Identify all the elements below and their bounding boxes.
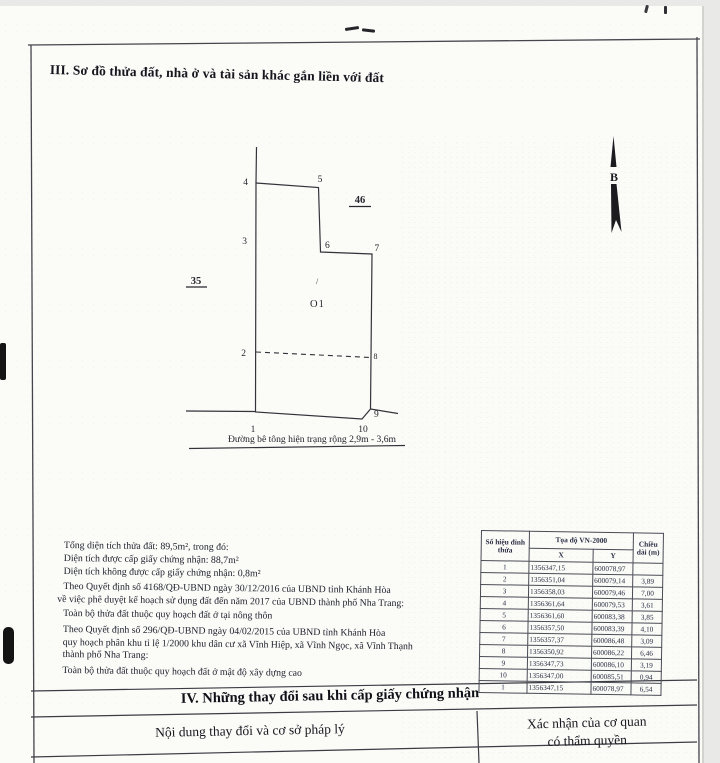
y-coord-cell: 600086,48	[592, 634, 632, 647]
y-coord-cell: 600079,14	[593, 574, 633, 587]
length-cell: 4,10	[632, 623, 662, 635]
vertex-column-header: Số hiệu đỉnh thửa	[481, 531, 529, 562]
vertex-id-cell: 2	[481, 573, 529, 586]
coords-group-header: Tọa độ VN-2000	[529, 531, 633, 550]
x-coord-cell: 1356347,15	[527, 681, 591, 694]
neighbor-parcel-left-label: 35	[190, 276, 202, 287]
length-cell: 3,61	[632, 599, 662, 611]
section4-col-right-line2: có thẩm quyền	[547, 732, 628, 749]
note-line: Theo Quyết định số 296/QĐ-UBND ngày 04/02/2015 của UBND tỉnh Khánh Hòa	[62, 623, 386, 639]
vertex-id-cell: 8	[480, 644, 528, 657]
x-coord-cell: 1356361,64	[528, 597, 592, 610]
parcel-inner-label: O1	[310, 299, 325, 310]
coord-header-row	[481, 531, 663, 551]
neighbor-parcel-right-label: 46	[354, 195, 366, 206]
length-cell: 3,09	[632, 635, 662, 647]
y-coord-cell: 600086,22	[591, 646, 631, 659]
section3-title: III. Sơ đồ thửa đất, nhà ở và tài sản khác gắn liền với đất	[49, 62, 385, 86]
vertex-label-8: 8	[373, 352, 378, 361]
section4-title: IV. Những thay đổi sau khi cấp giấy chứng nhận	[180, 685, 480, 707]
x-coord-cell: 1356358,03	[528, 585, 592, 598]
y-column-header: Y	[593, 549, 633, 563]
x-coord-cell: 1356347,15	[529, 561, 593, 574]
road-label: Đường bê tông hiện trạng rộng 2,9m - 3,6m	[227, 434, 397, 445]
vertex-label-4: 4	[243, 178, 248, 188]
note-line: Theo Quyết định số 4168/QĐ-UBND ngày 30/12/2016 của UBND tỉnh Khánh Hòa	[63, 581, 391, 597]
length-cell: 6,54	[631, 683, 661, 695]
length-cell	[633, 563, 663, 575]
y-coord-cell: 600083,39	[592, 622, 632, 635]
length-cell: 6,46	[631, 647, 661, 659]
scanner-edge-mark	[0, 343, 6, 380]
x-coord-cell: 1356357,50	[528, 621, 592, 634]
y-coord-cell: 600079,53	[592, 598, 632, 611]
note-line: Toàn bộ thửa đất thuộc quy hoạch đất ở mật độ xây dựng cao	[62, 665, 303, 680]
length-column-header: Chiều dài (m)	[633, 533, 663, 563]
vertex-id-cell: 7	[480, 632, 528, 645]
x-coord-cell: 1356357,37	[528, 633, 592, 646]
y-coord-cell: 600086,10	[591, 658, 631, 671]
vertex-label-2: 2	[241, 349, 246, 359]
length-cell: 3,89	[633, 575, 663, 587]
vertex-id-cell: 1	[479, 680, 527, 693]
y-coord-cell: 600078,97	[591, 682, 631, 695]
section4-col-right-header	[487, 712, 688, 753]
x-coord-cell: 1356350,92	[528, 645, 592, 658]
x-coord-cell: 1356351,04	[529, 573, 593, 586]
coordinate-table	[478, 530, 664, 696]
y-coord-cell: 600083,38	[592, 610, 632, 623]
note-line: thành phố Nha Trang:	[62, 649, 149, 662]
notes-block	[57, 540, 496, 683]
section4-col-left-header: Nội dung thay đổi và cơ sở pháp lý	[154, 721, 345, 740]
vertex-id-cell: 6	[480, 620, 528, 633]
y-coord-cell: 600085,51	[591, 670, 631, 683]
note-line: quy hoạch phân khu tỉ lệ 1/2000 khu dân cư xã Vĩnh Hiệp, xã Vĩnh Ngọc, xã Vĩnh Thạnh	[62, 636, 413, 652]
y-coord-cell: 600079,46	[592, 586, 632, 599]
note-line: về việc phê duyệt kế hoạch sử dụng đất đến năm 2017 của UBND thành phố Nha Trang:	[57, 594, 405, 610]
section4-col-right-line1: Xác nhận của cơ quan	[526, 713, 647, 732]
vertex-id-cell: 3	[480, 585, 528, 598]
length-cell: 3,19	[631, 659, 661, 671]
parcel-inner-tick: /	[316, 277, 319, 286]
x-coord-cell: 1356347,00	[527, 669, 591, 682]
vertex-id-cell: 1	[481, 561, 529, 574]
note-line: Toàn bộ thửa đất thuộc quy hoạch đất ở tại nông thôn	[63, 607, 273, 622]
vertex-label-7: 7	[374, 244, 380, 254]
length-cell: 3,85	[632, 611, 662, 623]
scanner-edge-mark	[3, 627, 14, 664]
vertex-label-9: 9	[374, 410, 379, 420]
vertex-id-cell: 9	[479, 656, 527, 669]
length-cell: 0,94	[631, 671, 661, 683]
vertex-label-5: 5	[317, 175, 323, 185]
note-line: Diện tích được cấp giấy chứng nhận: 88,7m²	[63, 552, 239, 566]
vertex-label-1: 1	[250, 425, 256, 435]
note-line: Diện tích không được cấp giấy chứng nhận: 0,8m²	[63, 565, 261, 579]
vertex-id-cell: 4	[480, 596, 528, 609]
vertex-label-10: 10	[358, 425, 368, 435]
x-coord-cell: 1356347,73	[527, 657, 591, 670]
vertex-label-3: 3	[242, 237, 247, 247]
vertex-id-cell: 5	[480, 608, 528, 621]
north-label: B	[609, 170, 619, 184]
y-coord-cell: 600078,97	[593, 562, 633, 575]
x-coord-cell: 1356361,60	[528, 609, 592, 622]
x-column-header: X	[529, 548, 593, 562]
scan-speck	[664, 6, 667, 14]
note-line: Tổng diện tích thửa đất: 89,5m², trong đó:	[63, 540, 229, 554]
vertex-id-cell: 10	[479, 668, 527, 681]
vertex-label-6: 6	[325, 241, 330, 251]
length-cell: 7,00	[632, 587, 662, 599]
